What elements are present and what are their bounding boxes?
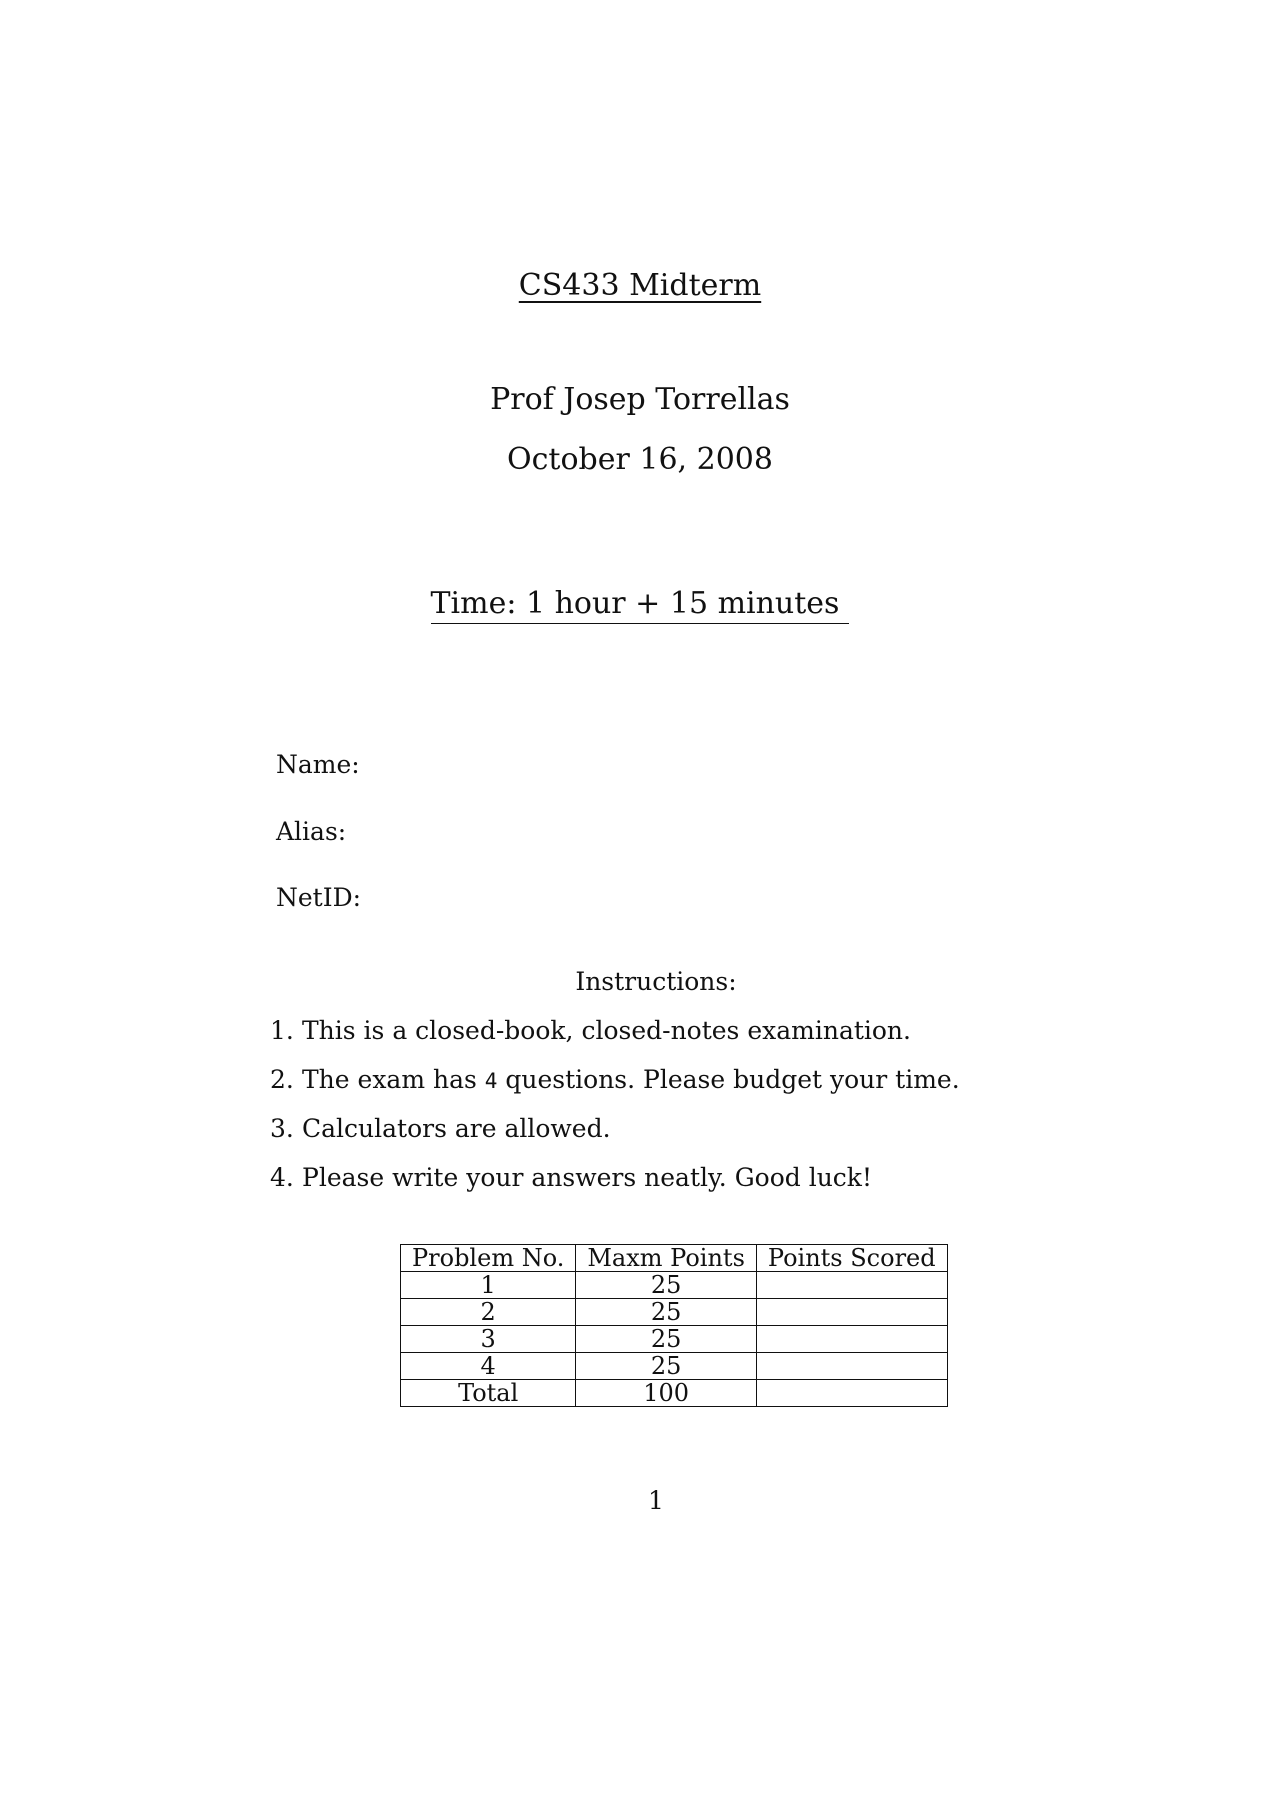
total-max-points-cell: 100 bbox=[576, 1380, 757, 1407]
instruction-item bbox=[270, 1163, 960, 1212]
max-points-cell: 25 bbox=[576, 1353, 757, 1380]
exam-title bbox=[0, 268, 1280, 304]
column-header-points-scored: Points Scored bbox=[756, 1245, 947, 1272]
instruction-text: Please write your answers neatly. Good luck! bbox=[302, 1163, 873, 1192]
instruction-item bbox=[270, 1114, 960, 1163]
exam-date: October 16, 2008 bbox=[507, 442, 773, 477]
instruction-text: This is a closed-book, closed-notes examination. bbox=[302, 1016, 911, 1045]
instruction-number: 1. bbox=[270, 1016, 294, 1045]
table-row bbox=[401, 1299, 948, 1326]
problem-cell: 3 bbox=[401, 1326, 576, 1353]
instruction-item bbox=[270, 1016, 960, 1065]
question-count: 4 bbox=[484, 1069, 498, 1093]
max-points-cell: 25 bbox=[576, 1299, 757, 1326]
alias-field-label: Alias: bbox=[276, 817, 347, 846]
instruction-number: 2. bbox=[270, 1065, 294, 1094]
column-header-max-points: Maxm Points bbox=[576, 1245, 757, 1272]
points-scored-cell bbox=[756, 1353, 947, 1380]
instruction-text-after: questions. Please budget your time. bbox=[497, 1065, 960, 1094]
instructions-heading: Instructions: bbox=[575, 967, 737, 996]
exam-title-text: CS433 Midterm bbox=[518, 268, 762, 303]
instruction-item bbox=[270, 1065, 960, 1114]
instruction-text-before: The exam has bbox=[302, 1065, 485, 1094]
instruction-number: 3. bbox=[270, 1114, 294, 1143]
score-table bbox=[400, 1244, 948, 1407]
problem-cell: 4 bbox=[401, 1353, 576, 1380]
netid-field-label: NetID: bbox=[276, 883, 362, 912]
time-limit bbox=[0, 586, 1280, 624]
total-points-scored-cell bbox=[756, 1380, 947, 1407]
points-scored-cell bbox=[756, 1272, 947, 1299]
table-row bbox=[401, 1353, 948, 1380]
instruction-number: 4. bbox=[270, 1163, 294, 1192]
instructions-list bbox=[270, 1016, 960, 1212]
column-header-problem: Problem No. bbox=[401, 1245, 576, 1272]
max-points-cell: 25 bbox=[576, 1272, 757, 1299]
time-limit-text: Time: 1 hour + 15 minutes bbox=[431, 587, 850, 624]
score-table-header-row bbox=[401, 1245, 948, 1272]
problem-cell: 2 bbox=[401, 1299, 576, 1326]
points-scored-cell bbox=[756, 1326, 947, 1353]
instruction-text: Calculators are allowed. bbox=[302, 1114, 611, 1143]
professor-name: Prof Josep Torrellas bbox=[490, 382, 790, 417]
problem-cell: 1 bbox=[401, 1272, 576, 1299]
max-points-cell: 25 bbox=[576, 1326, 757, 1353]
name-field-label: Name: bbox=[276, 750, 360, 779]
page-number: 1 bbox=[648, 1486, 664, 1515]
table-row bbox=[401, 1272, 948, 1299]
table-row-total bbox=[401, 1380, 948, 1407]
total-label-cell: Total bbox=[401, 1380, 576, 1407]
table-row bbox=[401, 1326, 948, 1353]
points-scored-cell bbox=[756, 1299, 947, 1326]
